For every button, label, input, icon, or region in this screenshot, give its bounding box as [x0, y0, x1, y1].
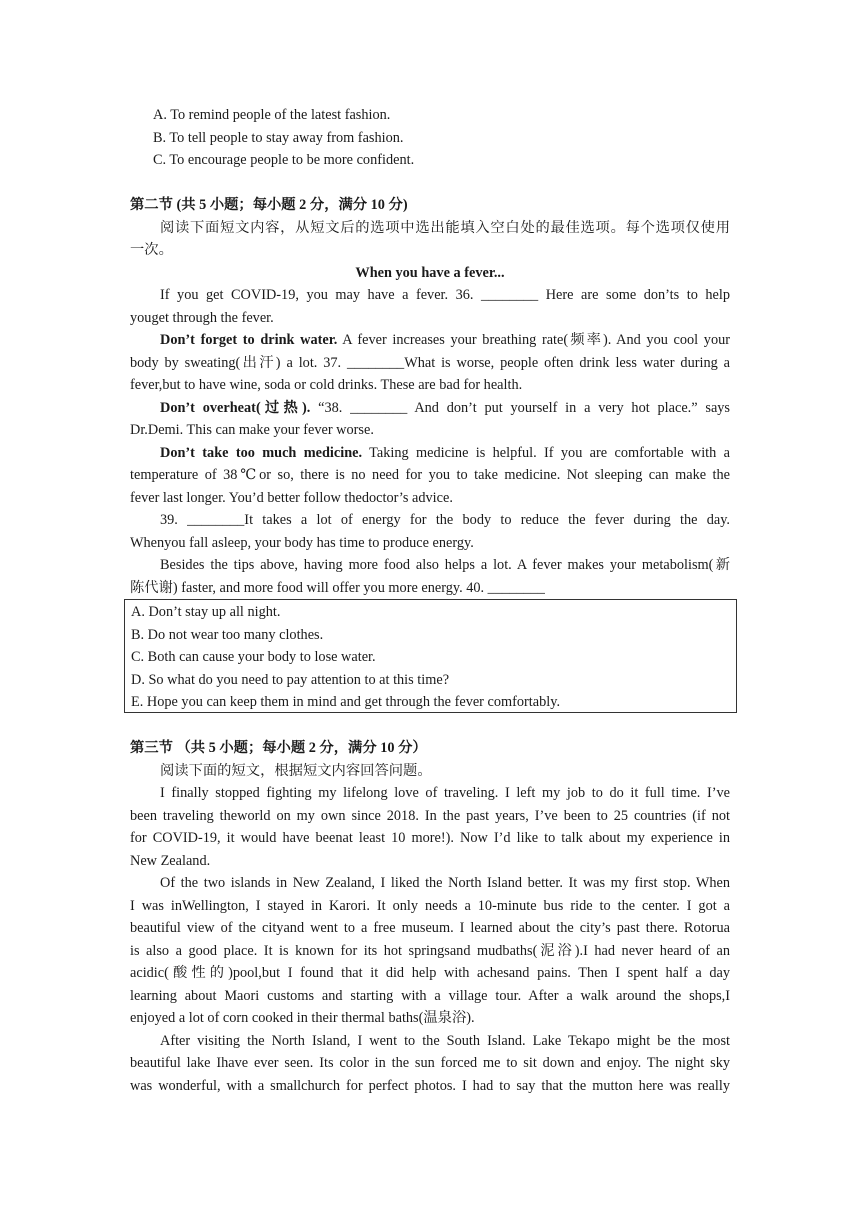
option-a: A. To remind people of the latest fashion.: [153, 107, 391, 123]
reading-para-2-line-2: I was inWellington, I stayed in Karori. It only needs a 10-minute bus ride to the center. I got a: [130, 897, 730, 914]
section-2-heading: 第二节 (共 5 小题；每小题 2 分，满分 10 分): [130, 197, 408, 213]
reading-para-1-line-1: I finally stopped fighting my lifelong love of traveling. I left my job to do it full time. I’ve: [160, 785, 730, 801]
answer-options-box: [124, 599, 737, 713]
section-3-heading: 第三节 （共 5 小题；每小题 2 分，满分 10 分）: [130, 740, 427, 756]
section-2: [130, 194, 730, 599]
answer-option-c: C. Both can cause your body to lose water.: [131, 649, 376, 665]
reading-para-1-line-4: New Zealand.: [130, 852, 211, 869]
passage-para-1-line-1: If you get COVID-19, you may have a fever. 36. ________ Here are some don’ts to help: [160, 287, 730, 303]
section-3-instruction: 阅读下面的短文，根据短文内容回答问题。: [160, 762, 432, 779]
reading-para-3-line-3: was wonderful, with a smallchurch for perfect photos. I had to say that the mutton here was really: [130, 1077, 730, 1094]
passage-para-2-line-1: Don’t forget to drink water. A fever increases your breathing rate(频率). And you cool your: [160, 332, 730, 348]
top-question-options: [130, 104, 730, 172]
reading-para-2-line-3: beautiful view of the cityand went to a free museum. I learned about the city’s past there. Rotorua: [130, 920, 730, 936]
option-b: B. To tell people to stay away from fashion.: [153, 129, 404, 146]
reading-para-2-line-1: Of the two islands in New Zealand, I liked the North Island better. It was my first stop. When: [160, 875, 730, 891]
passage-para-3-line-2: Dr.Demi. This can make your fever worse.: [130, 422, 374, 438]
reading-para-2-line-4: is also a good place. It is known for its hot springsand mudbaths(泥浴).I had never heard of an: [130, 942, 730, 959]
section-2-instruction: 阅读下面短文内容，从短文后的选项中选出能填入空白处的最佳选项。每个选项仅使用: [160, 219, 730, 236]
tip-medicine: Don’t take too much medicine.: [160, 444, 363, 461]
passage-para-2-line-3: fever,but to have wine, soda or cold drinks. These are bad for health.: [130, 377, 523, 393]
reading-para-2-line-5: acidic(酸性的)pool,but I found that it did help with achesand pains. Then I spent half a day: [130, 965, 730, 981]
answer-option-d: D. So what do you need to pay attention to at this time?: [131, 671, 450, 688]
option-c: C. To encourage people to be more confident.: [153, 152, 415, 168]
passage-para-6-line-1: Besides the tips above, having more food also helps a lot. A fever makes your metabolism(新: [160, 557, 730, 573]
answer-option-e: E. Hope you can keep them in mind and get through the fever comfortably.: [131, 694, 561, 710]
reading-para-3-line-2: beautiful lake Ihave ever seen. Its color in the sun forced me to sit down and enjoy. The night sky: [130, 1055, 730, 1071]
passage-para-4-line-1: Don’t take too much medicine. Taking medicine is helpful. If you are comfortable with a: [160, 444, 730, 461]
reading-para-1-line-2: been traveling theworld on my own since 2018. In the past years, I’ve been to 25 countries (if not: [130, 807, 730, 824]
tip-overheat: Don’t overheat(过热).: [160, 399, 311, 416]
reading-para-2-line-6: learning about Maori customs and starting with a village tour. After a walk around the shops,I: [130, 987, 730, 1004]
passage-para-3-line-1: Don’t overheat(过热). “38. ________ And don’t put yourself in a very hot place.” says: [160, 399, 730, 416]
passage-title: When you have a fever...: [355, 264, 505, 281]
section-2-instruction-cont: 一次。: [130, 242, 173, 258]
passage-para-1-line-2: youget through the fever.: [130, 309, 274, 326]
passage-para-4-line-2: temperature of 38℃or so, there is no need for you to take medicine. Not sleeping can make the: [130, 467, 730, 483]
passage-para-5-line-1: 39. ________It takes a lot of energy for the body to reduce the fever during the day.: [160, 512, 730, 528]
reading-para-2-line-7: enjoyed a lot of corn cooked in their thermal baths(温泉浴).: [130, 1010, 475, 1026]
passage-para-4-line-3: fever last longer. You’d better follow thedoctor’s advice.: [130, 489, 453, 506]
answer-option-a: A. Don’t stay up all night.: [131, 604, 281, 620]
passage-para-6-line-2: 陈代谢) faster, and more food will offer you more energy. 40. ________: [130, 579, 545, 596]
answer-option-b: B. Do not wear too many clothes.: [131, 626, 324, 643]
passage-para-5-line-2: Whenyou fall asleep, your body has time to produce energy.: [130, 534, 474, 551]
passage-para-2-line-2: body by sweating(出汗) a lot. 37. ________What is worse, people often drink less water during a: [130, 354, 730, 371]
reading-para-1-line-3: for COVID-19, it would have beenat least 10 more!). Now I’d like to talk about my experience in: [130, 830, 730, 846]
section-3: [130, 737, 730, 1097]
tip-drink-water: Don’t forget to drink water.: [160, 332, 338, 348]
reading-para-3-line-1: After visiting the North Island, I went to the South Island. Lake Tekapo might be the most: [160, 1032, 730, 1049]
